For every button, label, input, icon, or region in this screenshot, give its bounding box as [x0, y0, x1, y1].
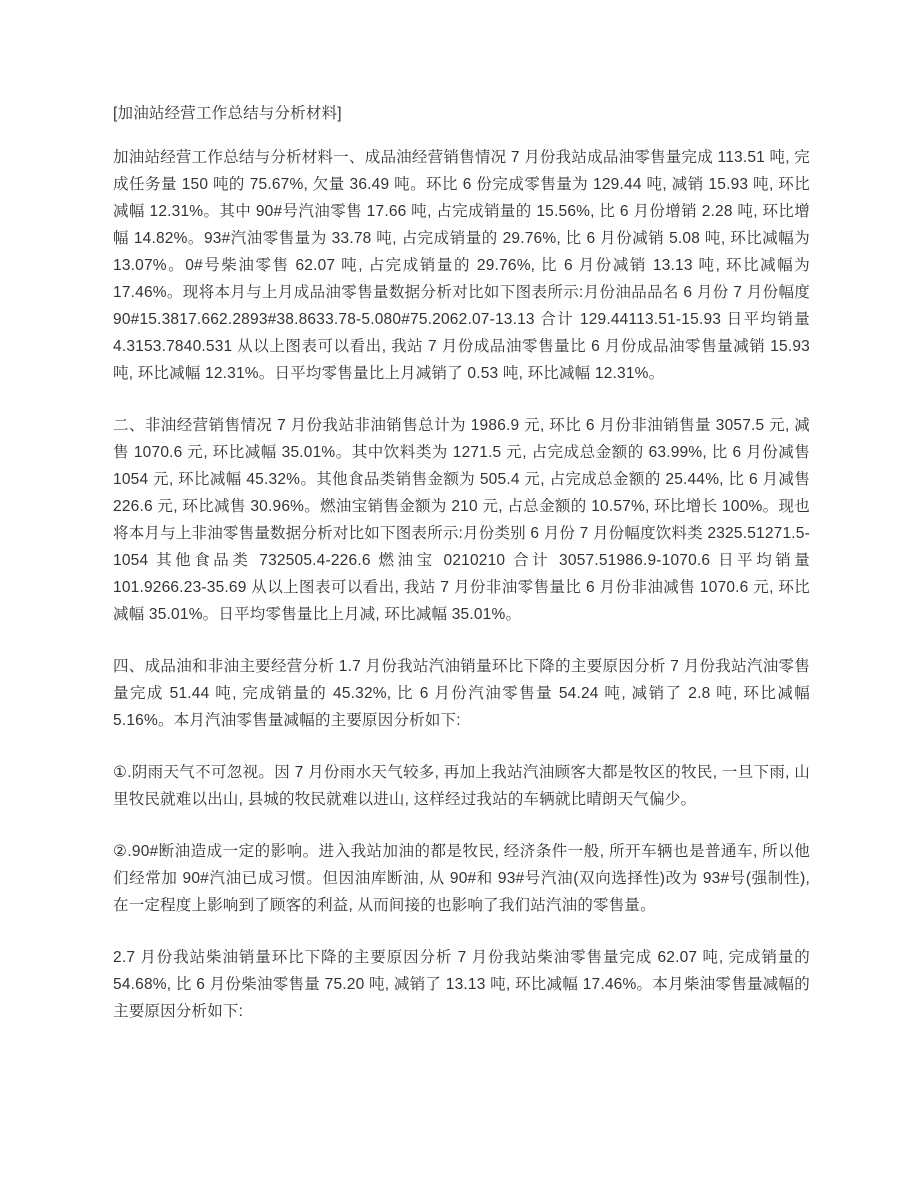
paragraph-product-oil-sales: 加油站经营工作总结与分析材料一、成品油经营销售情况 7 月份我站成品油零售量完成 113.51 吨, 完成任务量 150 吨的 75.67%, 欠量 36.49 吨。环比 6 份完成零售量为 129.44 吨, 减销 15.93 吨, 环比减幅 12.31%。其中 90#号汽油零售 17.66 吨, 占完成销量的 15.56%, 比 6 月份增销 2.28 吨, 环比增幅 14.82%。93#汽油零售量为 33.78 吨, 占完成销量的 29.76%, 比 6 月份减销 5.08 吨, 环比减幅为 13.07%。0#号柴油零售 62.07 吨, 占完成销量的 29.76%, 比 6 月份减销 13.13 吨, 环比减幅为 17.46%。现将本月与上月成品油零售量数据分析对比如下图表所示:月份油品品名 6 月份 7 月份幅度 90#15.3817.662.2893#38.8633.78-5.080#75.2062.07-13.13 合计 129.44113.51-15.93 日平均销量 4.3153.7840.531 从以上图表可以看出, 我站 7 月份成品油零售量比 6 月份成品油零售量减销 15.93 吨, 环比减幅 12.31%。日平均零售量比上月减销了 0.53 吨, 环比减幅 12.31%。	[113, 149, 810, 382]
document-title: [加油站经营工作总结与分析材料]	[113, 105, 342, 122]
paragraph-diesel-decline-analysis: 2.7 月份我站柴油销量环比下降的主要原因分析 7 月份我站柴油零售量完成 62.07 吨, 完成销量的 54.68%, 比 6 月份柴油零售量 75.20 吨, 减销了 13.13 吨, 环比减幅 17.46%。本月柴油零售量减幅的主要原因分析如下:	[113, 949, 810, 1020]
paragraph-reason-rainy-weather: ①.阴雨天气不可忽视。因 7 月份雨水天气较多, 再加上我站汽油顾客大都是牧区的牧民, 一旦下雨, 山里牧民就难以出山, 县城的牧民就难以进山, 这样经过我站的车辆就比晴朗天气偏少。	[113, 764, 810, 808]
paragraph-main-analysis: 四、成品油和非油主要经营分析 1.7 月份我站汽油销量环比下降的主要原因分析 7 月份我站汽油零售量完成 51.44 吨, 完成销量的 45.32%, 比 6 月份汽油零售量 54.24 吨, 减销了 2.8 吨, 环比减幅 5.16%。本月汽油零售量减幅的主要原因分析如下:	[113, 658, 810, 729]
paragraph-reason-90-oil-cutoff: ②.90#断油造成一定的影响。进入我站加油的都是牧民, 经济条件一般, 所开车辆也是普通车, 所以他们经常加 90#汽油已成习惯。但因油库断油, 从 90#和 93#号汽油(双向选择性)改为 93#号(强制性), 在一定程度上影响到了顾客的利益, 从而间接的也影响了我们站汽油的零售量。	[113, 843, 810, 914]
paragraph-non-oil-sales: 二、非油经营销售情况 7 月份我站非油销售总计为 1986.9 元, 环比 6 月份非油销售量 3057.5 元, 减售 1070.6 元, 环比减幅 35.01%。其中饮料类为 1271.5 元, 占完成总金额的 63.99%, 比 6 月份减售 1054 元, 环比减幅 45.32%。其他食品类销售金额为 505.4 元, 占完成总金额的 25.44%, 比 6 月减售 226.6 元, 环比减售 30.96%。燃油宝销售金额为 210 元, 占总金额的 10.57%, 环比增长 100%。现也将本月与上非油零售量数据分析对比如下图表所示:月份类别 6 月份 7 月份幅度饮料类 2325.51271.5-1054 其他食品类 732505.4-226.6 燃油宝 0210210 合计 3057.51986.9-1070.6 日平均销量 101.9266.23-35.69 从以上图表可以看出, 我站 7 月份非油零售量比 6 月份非油减售 1070.6 元, 环比减幅 35.01%。日平均零售量比上月减, 环比减幅 35.01%。	[113, 417, 810, 623]
